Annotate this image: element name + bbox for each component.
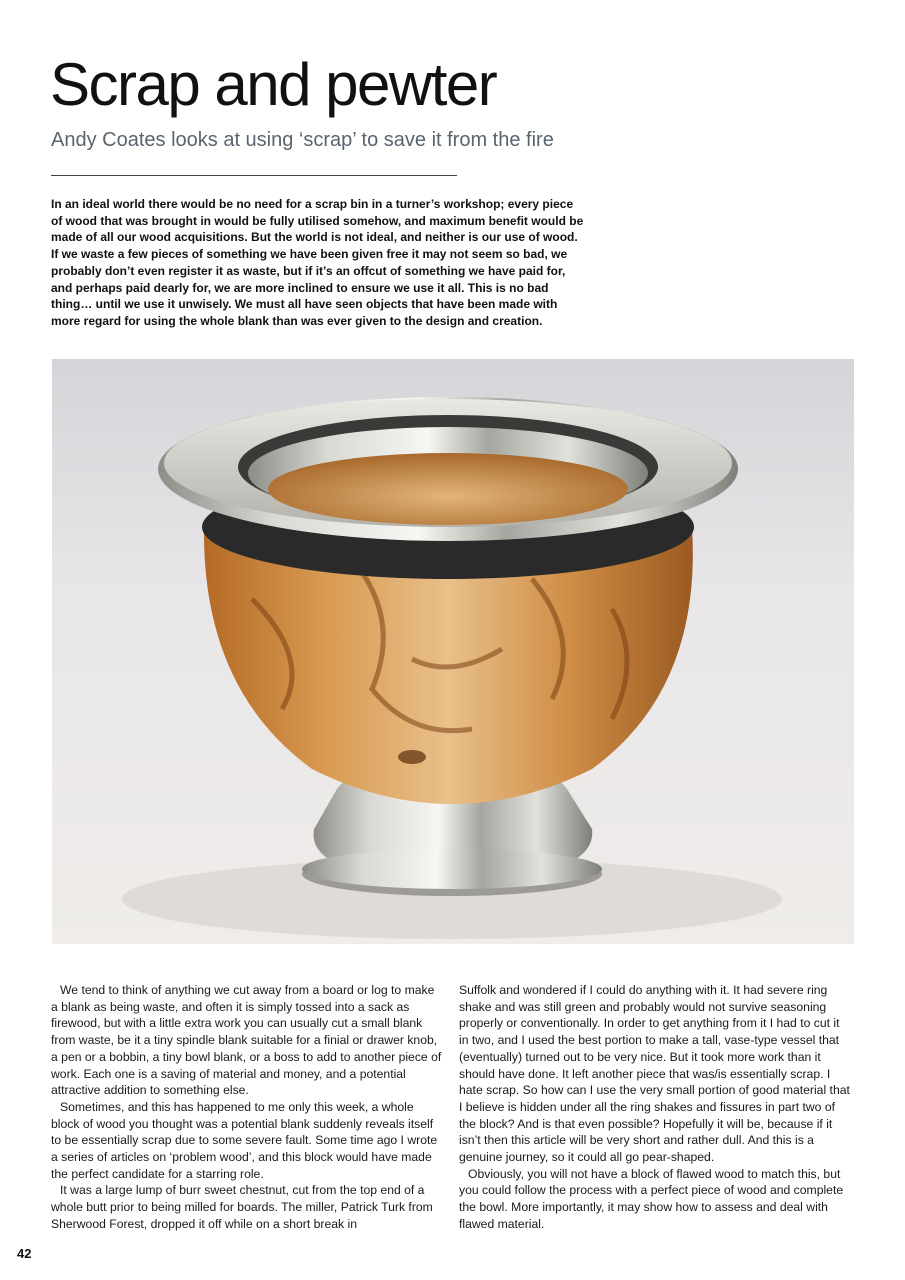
body-paragraph: Suffolk and wondered if I could do anything with it. It had severe ring shake and was still green and probably would not survive seasoning properly or conventionally. In order to get anything from it I had to cut it in two, and I used the best portion to make a tall, vase-type vessel that (eventually) turned out to be very nice. But it took more work than it should have done. It left another piece that was/is essentially scrap. I hate scrap. So how can I use the very small portion of good material that I believe is hidden under all the ring shakes and fissures in part two of the block? And is that even possible? Hopefully it will be, because if it isn’t then this article will be very short and rather dull. And this is a genuine journey, so it could all go pear-shaped. bbox=[459, 983, 850, 1165]
body-column-left bbox=[51, 982, 443, 1233]
bowl-photo bbox=[52, 359, 854, 944]
body-paragraph: It was a large lump of burr sweet chestnut, cut from the top end of a whole butt prior to being milled for boards. The miller, Patrick Turk from Sherwood Forest, dropped it off while on a short break in bbox=[51, 1183, 433, 1231]
article-intro: In an ideal world there would be no need for a scrap bin in a turner’s workshop; every piece of wood that was brought in would be fully utilised somehow, and maximum benefit would be made of all our wood acquisitions. But the world is not ideal, and neither is our use of wood. If we waste a few pieces of something we have been given free it may not seem so bad, we probably don’t even register it as waste, but if it’s an offcut of something we have paid for, and perhaps paid dearly for, we are more inclined to ensure we use it all. This is no bad thing… until we use it unwisely. We must all have seen objects that have been made with more regard for using the whole blank than was ever given to the design and creation. bbox=[51, 197, 584, 328]
article-title: Scrap and pewter bbox=[50, 51, 497, 118]
article-subtitle: Andy Coates looks at using ‘scrap’ to save it from the fire bbox=[51, 129, 554, 151]
body-paragraph: Obviously, you will not have a block of flawed wood to match this, but you could follow the process with a perfect piece of wood and complete the bowl. More importantly, it may show how to assess and deal with flawed material. bbox=[459, 1166, 844, 1231]
page-number: 42 bbox=[17, 1246, 32, 1261]
body-column-right bbox=[459, 982, 851, 1233]
title-divider bbox=[51, 175, 457, 176]
body-paragraph: Sometimes, and this has happened to me only this week, a whole block of wood you thought was a potential blank suddenly reveals itself to be essentially scrap due to some severe fault. Some time ago I wrote a series of articles on ‘problem wood’, and this block would have made the perfect candidate for a starring role. bbox=[51, 1099, 438, 1181]
body-paragraph: We tend to think of anything we cut away from a board or log to make a blank as being waste, and often it is simply tossed into a sack as firewood, but with a little extra work you can usually cut a small blank from waste, be it a tiny spindle blank suitable for a finial or drawer knob, a pen or a bobbin, a tiny bowl blank, or a boss to add to another piece of work. Each one is a saving of material and money, and a potential attractive addition to something else. bbox=[51, 983, 442, 1098]
